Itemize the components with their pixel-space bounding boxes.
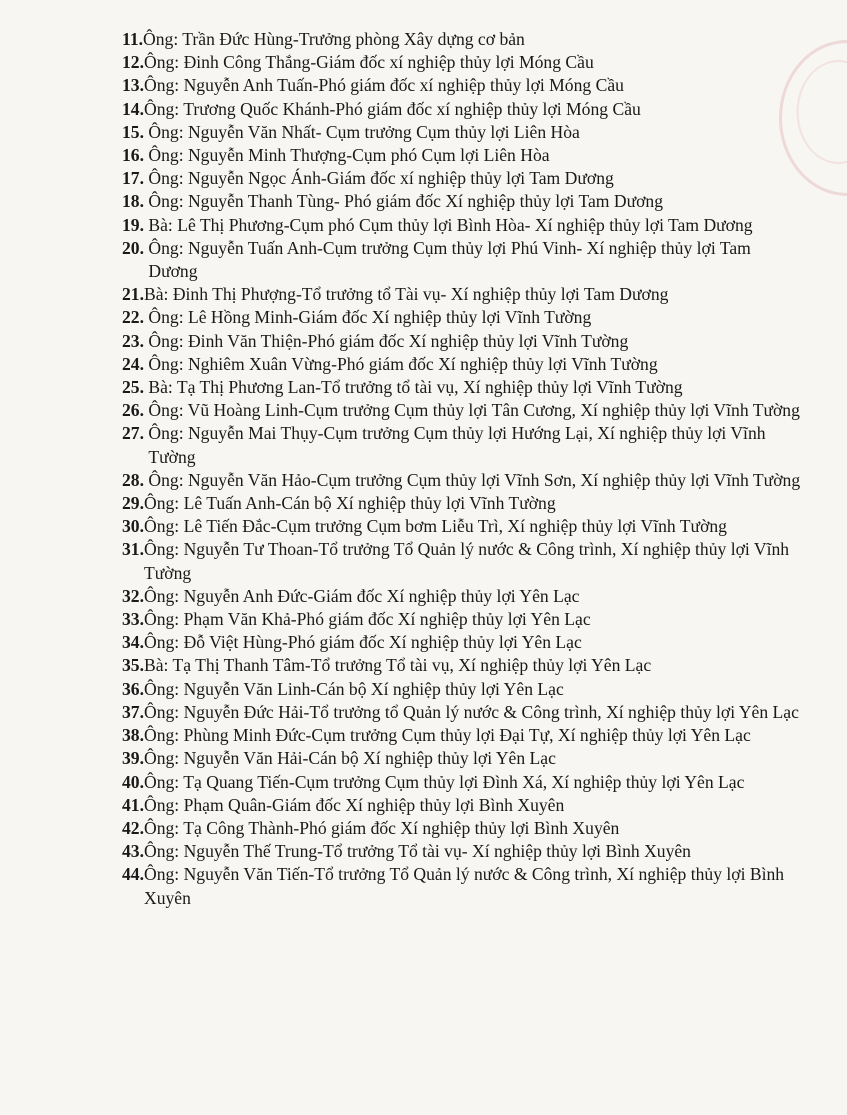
item-text: Ông: Lê Tuấn Anh-Cán bộ Xí nghiệp thủy lợi Vĩnh Tường <box>144 493 556 514</box>
list-item <box>122 492 802 515</box>
list-item <box>122 840 802 863</box>
item-text: Ông: Nguyễn Minh Thượng-Cụm phó Cụm lợi Liên Hòa <box>148 145 550 166</box>
item-text: Ông: Nguyễn Mai Thụy-Cụm trưởng Cụm thủy lợi Hướng Lại, Xí nghiệp thủy lợi Vĩnh Tường <box>148 423 766 467</box>
item-number: 26. <box>122 400 149 421</box>
item-text: Ông: Nguyễn Anh Tuấn-Phó giám đốc xí nghiệp thủy lợi Móng Cầu <box>144 75 624 96</box>
list-item <box>122 701 802 724</box>
item-text: Ông: Nguyễn Tuấn Anh-Cụm trưởng Cụm thủy lợi Phú Vinh- Xí nghiệp thủy lợi Tam Dương <box>148 237 751 282</box>
list-item <box>122 817 802 840</box>
item-number: 18. <box>122 191 149 212</box>
item-number: 13. <box>122 75 144 96</box>
item-number: 11. <box>122 29 144 49</box>
item-number: 31. <box>122 539 144 560</box>
item-text: Ông: Nguyễn Văn Hải-Cán bộ Xí nghiệp thủy lợi Yên Lạc <box>144 748 556 769</box>
item-number: 22. <box>122 307 149 328</box>
list-item <box>122 654 802 677</box>
list-item <box>122 237 802 283</box>
item-number: 36. <box>122 678 144 699</box>
item-number: 35. <box>122 655 144 676</box>
list-item <box>122 515 802 538</box>
item-text: Ông: Lê Hồng Minh-Giám đốc Xí nghiệp thủy lợi Vĩnh Tường <box>148 307 592 328</box>
item-text: Ông: Phùng Minh Đức-Cụm trưởng Cụm thủy lợi Đại Tự, Xí nghiệp thủy lợi Yên Lạc <box>144 725 751 746</box>
item-text: Ông: Phạm Quân-Giám đốc Xí nghiệp thủy lợi Bình Xuyên <box>144 794 565 815</box>
attendee-list <box>122 28 802 910</box>
item-number: 38. <box>122 725 144 746</box>
item-number: 44. <box>122 864 144 885</box>
item-text: Ông: Nguyễn Thanh Tùng- Phó giám đốc Xí nghiệp thủy lợi Tam Dương <box>148 191 663 212</box>
item-number: 29. <box>122 493 144 514</box>
item-text: Ông: Nguyễn Văn Hảo-Cụm trưởng Cụm thủy lợi Vĩnh Sơn, Xí nghiệp thủy lợi Vĩnh Tường <box>148 469 801 490</box>
item-number: 33. <box>122 609 144 630</box>
item-number: 43. <box>122 841 144 862</box>
item-number: 16. <box>122 145 149 166</box>
item-text: Ông: Tạ Công Thành-Phó giám đốc Xí nghiệp thủy lợi Bình Xuyên <box>144 817 620 838</box>
item-text: Ông: Tạ Quang Tiến-Cụm trưởng Cụm thủy lợi Đình Xá, Xí nghiệp thủy lợi Yên Lạc <box>144 771 745 792</box>
item-text: Ông: Nguyễn Văn Nhất- Cụm trưởng Cụm thủy lợi Liên Hòa <box>148 121 580 142</box>
list-item <box>122 167 802 190</box>
list-item <box>122 585 802 608</box>
item-text: Ông: Đinh Văn Thiện-Phó giám đốc Xí nghiệp thủy lợi Vĩnh Tường <box>148 330 629 351</box>
item-text: Ông: Nguyễn Đức Hải-Tổ trưởng tổ Quản lý nước & Công trình, Xí nghiệp thủy lợi Yên Lạc <box>144 701 799 722</box>
item-number: 27. <box>122 423 149 444</box>
item-text: Ông: Nguyễn Thế Trung-Tổ trưởng Tổ tài vụ- Xí nghiệp thủy lợi Bình Xuyên <box>144 841 691 862</box>
item-text: Ông: Nguyễn Văn Tiến-Tổ trưởng Tổ Quản lý nước & Công trình, Xí nghiệp thủy lợi Bình Xuyên <box>144 864 785 908</box>
item-number: 42. <box>122 817 144 838</box>
list-item <box>122 376 802 399</box>
list-item <box>122 283 802 306</box>
item-number: 28. <box>122 469 149 490</box>
item-text: Ông: Trương Quốc Khánh-Phó giám đốc xí nghiệp thủy lợi Móng Cầu <box>144 98 641 119</box>
item-text: Ông: Đỗ Việt Hùng-Phó giám đốc Xí nghiệp thủy lợi Yên Lạc <box>144 632 582 653</box>
item-text: Bà: Lê Thị Phương-Cụm phó Cụm thủy lợi Bình Hòa- Xí nghiệp thủy lợi Tam Dương <box>148 214 753 235</box>
list-item <box>122 28 802 51</box>
item-text: Ông: Nghiêm Xuân Vừng-Phó giám đốc Xí nghiệp thủy lợi Vĩnh Tường <box>148 353 658 374</box>
item-text: Ông: Nguyễn Tư Thoan-Tổ trưởng Tổ Quản lý nước & Công trình, Xí nghiệp thủy lợi Vĩnh Tường <box>144 539 790 583</box>
list-item <box>122 330 802 353</box>
list-item <box>122 747 802 770</box>
item-number: 30. <box>122 516 144 537</box>
item-text: Bà: Tạ Thị Phương Lan-Tổ trưởng tổ tài vụ, Xí nghiệp thủy lợi Vĩnh Tường <box>148 377 683 398</box>
item-number: 23. <box>122 330 149 351</box>
list-item <box>122 98 802 121</box>
list-item <box>122 306 802 329</box>
item-number: 40. <box>122 771 144 792</box>
item-text: Ông: Nguyễn Ngọc Ánh-Giám đốc xí nghiệp thủy lợi Tam Dương <box>148 168 614 189</box>
list-item <box>122 724 802 747</box>
list-item <box>122 678 802 701</box>
item-number: 41. <box>122 794 144 815</box>
item-text: Ông: Nguyễn Anh Đức-Giám đốc Xí nghiệp thủy lợi Yên Lạc <box>144 585 580 606</box>
list-item <box>122 538 802 584</box>
item-text: Ông: Trần Đức Hùng-Trưởng phòng Xây dựng cơ bản <box>143 29 525 49</box>
list-item <box>122 121 802 144</box>
item-text: Ông: Nguyễn Văn Linh-Cán bộ Xí nghiệp thủy lợi Yên Lạc <box>144 678 564 699</box>
item-text: Ông: Phạm Văn Khả-Phó giám đốc Xí nghiệp thủy lợi Yên Lạc <box>144 609 591 630</box>
item-number: 39. <box>122 748 144 769</box>
item-number: 20. <box>122 237 149 258</box>
list-item <box>122 771 802 794</box>
item-number: 17. <box>122 168 149 189</box>
list-item <box>122 608 802 631</box>
item-number: 21. <box>122 284 144 305</box>
item-number: 37. <box>122 701 144 722</box>
list-item <box>122 631 802 654</box>
list-item <box>122 399 802 422</box>
list-item <box>122 144 802 167</box>
item-text: Bà: Tạ Thị Thanh Tâm-Tổ trưởng Tổ tài vụ, Xí nghiệp thủy lợi Yên Lạc <box>144 655 652 676</box>
list-item <box>122 353 802 376</box>
item-number: 12. <box>122 52 144 73</box>
item-number: 24. <box>122 353 149 374</box>
list-item <box>122 863 802 909</box>
list-item <box>122 794 802 817</box>
list-item <box>122 422 802 468</box>
list-item <box>122 469 802 492</box>
list-item <box>122 214 802 237</box>
item-text: Ông: Đinh Công Thắng-Giám đốc xí nghiệp thủy lợi Móng Cầu <box>144 52 594 73</box>
list-item <box>122 74 802 97</box>
item-number: 19. <box>122 214 149 235</box>
list-item <box>122 190 802 213</box>
item-number: 15. <box>122 121 149 142</box>
item-text: Ông: Lê Tiến Đắc-Cụm trưởng Cụm bơm Liễu Trì, Xí nghiệp thủy lợi Vĩnh Tường <box>144 516 727 537</box>
item-text: Bà: Đinh Thị Phượng-Tổ trưởng tổ Tài vụ- Xí nghiệp thủy lợi Tam Dương <box>144 284 669 305</box>
item-number: 32. <box>122 585 144 606</box>
item-number: 14. <box>122 98 144 119</box>
item-number: 25. <box>122 377 149 398</box>
list-item <box>122 51 802 74</box>
item-number: 34. <box>122 632 144 653</box>
item-text: Ông: Vũ Hoàng Linh-Cụm trưởng Cụm thủy lợi Tân Cương, Xí nghiệp thủy lợi Vĩnh Tường <box>148 400 800 421</box>
